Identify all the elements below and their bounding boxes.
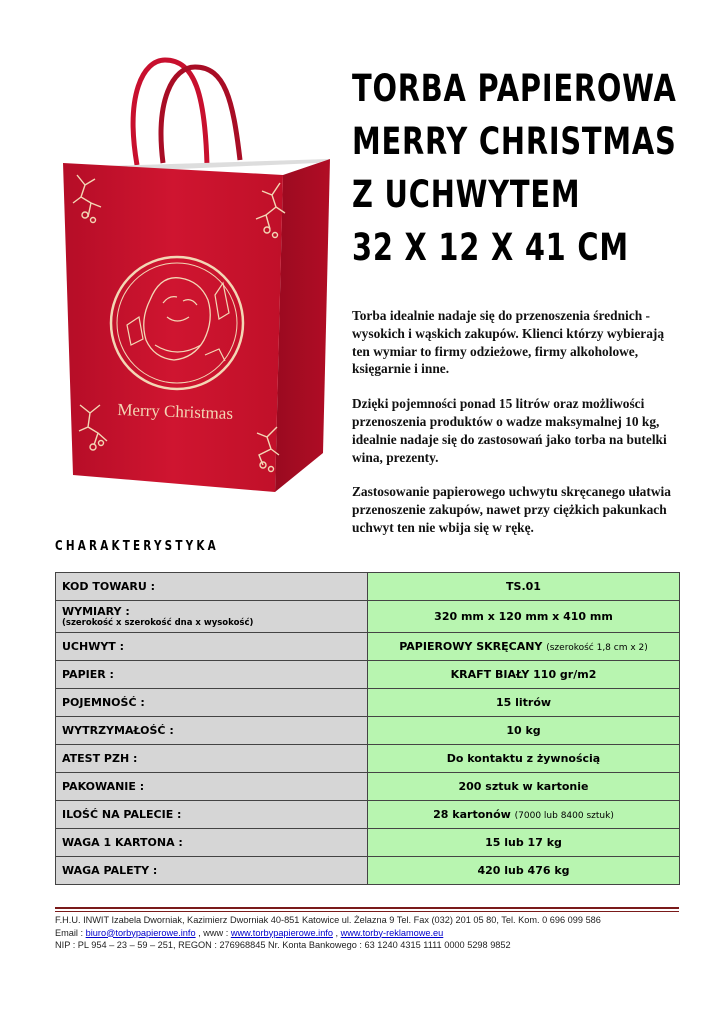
spec-key: KOD TOWARU : <box>56 573 368 601</box>
footer-divider <box>55 907 679 909</box>
spec-table <box>55 572 680 885</box>
footer-address: F.H.U. INWIT Izabela Dworniak, Kazimierz Dworniak 40-851 Katowice ul. Żelazna 9 Tel. Fax (032) 201 05 80, Tel. Kom. 0 696 099 586 <box>55 915 601 925</box>
bag-merry-christmas-text: Merry Christmas <box>117 399 234 424</box>
product-image <box>55 55 345 495</box>
spec-key: PAPIER : <box>56 661 368 689</box>
footer-bank-info: NIP : PL 954 – 23 – 59 – 251, REGON : 276968845 Nr. Konta Bankowego : 63 1240 4315 1111 0000 5298 9852 <box>55 940 511 950</box>
table-row <box>56 773 680 801</box>
bag-handle-left <box>133 60 207 165</box>
spec-value: 320 mm x 120 mm x 410 mm <box>368 601 680 633</box>
email-link[interactable]: biuro@torbypapierowe.info <box>85 927 196 938</box>
separator: , <box>332 927 341 938</box>
spec-value: 420 lub 476 kg <box>368 857 680 885</box>
spec-value <box>368 801 680 829</box>
footer-contact <box>55 927 695 940</box>
footer-divider <box>55 911 679 912</box>
title-line: TORBA PAPIEROWA <box>352 67 677 110</box>
spec-value: 200 sztuk w kartonie <box>368 773 680 801</box>
description-paragraph: Dzięki pojemności ponad 15 litrów oraz możliwości przenoszenia produktów o wadze maksymalnej 10 kg, idealnie nadaje się do zastosowań jako torba na butelki wina, prezenty. <box>352 396 667 465</box>
www-label: , www : <box>195 927 231 938</box>
spec-value: KRAFT BIAŁY 110 gr/m2 <box>368 661 680 689</box>
website-link[interactable]: www.torbypapierowe.info <box>230 927 333 938</box>
table-row <box>56 717 680 745</box>
spec-key-label: WYMIARY : <box>62 605 130 618</box>
spec-value-main: PAPIEROWY SKRĘCANY <box>399 640 543 653</box>
table-row <box>56 857 680 885</box>
spec-value: TS.01 <box>368 573 680 601</box>
title-line: Z UCHWYTEM <box>352 173 581 216</box>
spec-key-sublabel: (szerokość x szerokość dna x wysokość) <box>62 618 254 628</box>
website-link[interactable]: www.torby-reklamowe.eu <box>340 927 444 938</box>
table-row <box>56 661 680 689</box>
spec-key <box>56 601 368 633</box>
spec-key: ILOŚĆ NA PALECIE : <box>56 801 368 829</box>
title-line: MERRY CHRISTMAS <box>352 120 677 163</box>
table-row <box>56 573 680 601</box>
description-paragraph: Zastosowanie papierowego uchwytu skręcanego ułatwia przenoszenie zakupów, nawet przy ciężkich pakunkach uchwyt ten nie wbija się w rękę. <box>352 484 671 535</box>
spec-key: WAGA 1 KARTONA : <box>56 829 368 857</box>
product-title <box>352 62 677 274</box>
description-paragraph: Torba idealnie nadaje się do przenoszenia średnich - wysokich i wąskich zakupów. Klienci którzy wybierają ten wymiar to firmy odzieżowe, firmy alkoholowe, księgarnie i inne. <box>352 308 665 377</box>
table-row <box>56 829 680 857</box>
email-label: Email : <box>55 927 86 938</box>
spec-value <box>368 633 680 661</box>
spec-value: 15 lub 17 kg <box>368 829 680 857</box>
section-heading: CHARAKTERYSTYKA <box>55 539 219 554</box>
table-row <box>56 689 680 717</box>
spec-key: UCHWYT : <box>56 633 368 661</box>
table-row <box>56 633 680 661</box>
spec-value-note: (szerokość 1,8 cm x 2) <box>546 643 648 653</box>
bag-side-panel <box>275 159 330 492</box>
spec-key: POJEMNOŚĆ : <box>56 689 368 717</box>
bag-handle-right <box>161 67 240 163</box>
bag-front-panel <box>63 163 283 492</box>
spec-value: 10 kg <box>368 717 680 745</box>
company-footer <box>55 914 695 952</box>
gift-bag-illustration <box>55 55 345 495</box>
spec-key: WAGA PALETY : <box>56 857 368 885</box>
spec-key: ATEST PZH : <box>56 745 368 773</box>
table-row <box>56 801 680 829</box>
spec-key: PAKOWANIE : <box>56 773 368 801</box>
table-row <box>56 601 680 633</box>
spec-key: WYTRZYMAŁOŚĆ : <box>56 717 368 745</box>
spec-value-main: 28 kartonów <box>433 808 511 821</box>
table-row <box>56 745 680 773</box>
spec-value: Do kontaktu z żywnością <box>368 745 680 773</box>
spec-value: 15 litrów <box>368 689 680 717</box>
spec-value-note: (7000 lub 8400 sztuk) <box>514 811 614 821</box>
title-line: 32 X 12 X 41 CM <box>352 226 629 269</box>
product-description <box>352 307 682 554</box>
